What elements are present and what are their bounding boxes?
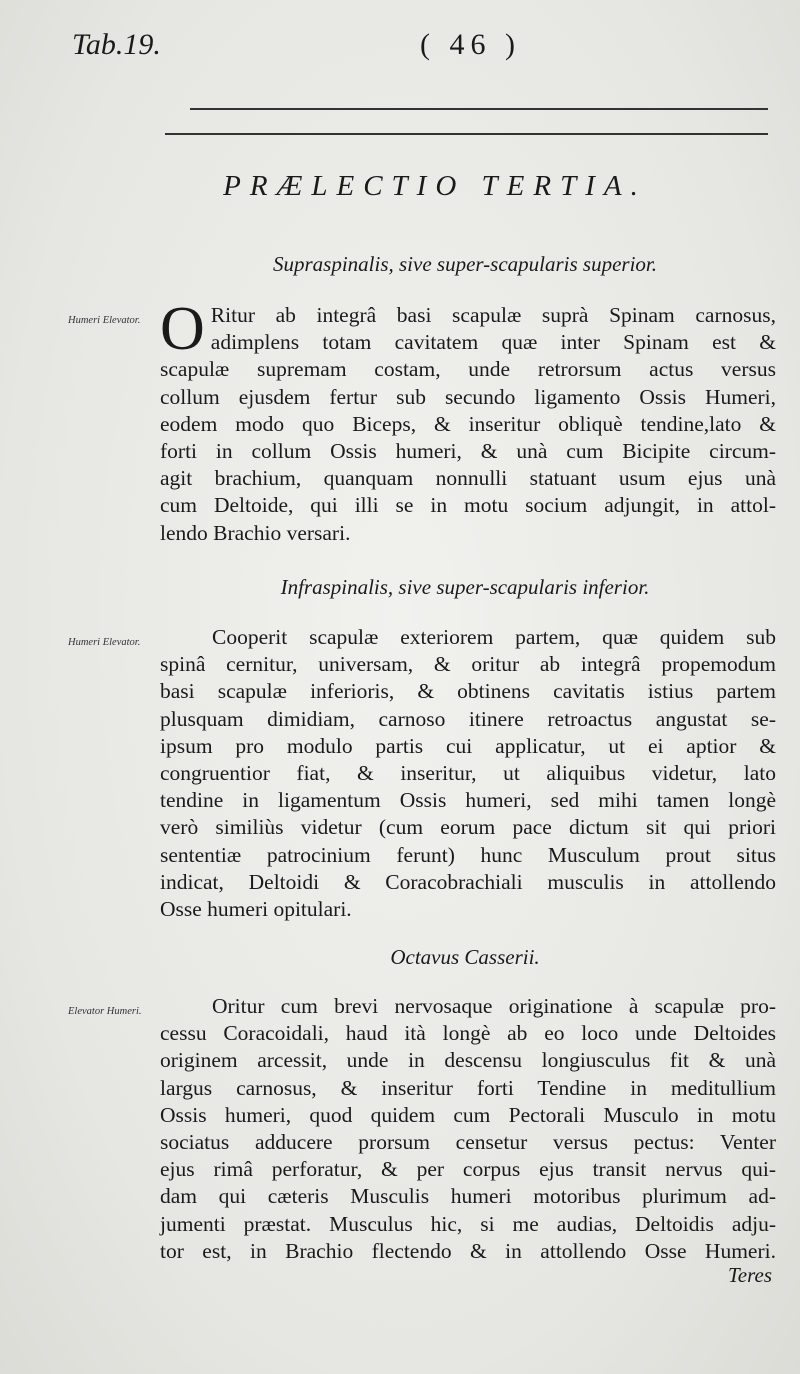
text-line: spinâ cernitur, universam, & oritur ab integrâ propemodum [160, 652, 776, 677]
text-line: Cooperit scapulæ exteriorem partem, quæ quidem sub [212, 625, 776, 649]
lecture-title: PRÆLECTIO TERTIA. [223, 170, 647, 202]
margin-note-1: Humeri Elevator. [68, 315, 141, 326]
text-line: cum Deltoide, qui illi se in motu socium adjungit, in attol- [160, 493, 776, 518]
text-line: Osse humeri opitulari. [160, 897, 352, 922]
text-line: tendine in ligamentum Ossis humeri, sed mihi tamen longè [160, 788, 776, 813]
text-line: originem arcessit, unde in descensu longiusculus fit & unà [160, 1048, 776, 1073]
text-line: agit brachium, quanquam nonnulli statuant usum ejus unà [160, 466, 776, 491]
drop-cap-letter: O [160, 295, 205, 363]
catchword: Teres [728, 1263, 772, 1287]
text-line: Ritur ab integrâ basi scapulæ suprà Spinam carnosus, [210, 303, 776, 327]
text-line: adimplens totam cavitatem quæ inter Spinam est & [210, 330, 776, 355]
margin-note-3: Elevator Humeri. [68, 1006, 142, 1017]
text-line: sententiæ patrocinium ferunt) hunc Musculum prout situs [160, 842, 776, 867]
text-line: plusquam dimidiam, carnoso itinere retroactus angustat se- [160, 706, 776, 731]
text-line: ejus rimâ perforatur, & per corpus ejus transit nervus qui- [160, 1157, 776, 1182]
text-line: dam qui cæteris Musculis humeri motoribus plurimum ad- [160, 1184, 776, 1209]
section-heading-octavus-casserii: Octavus Casserii. [390, 945, 540, 969]
text-line: collum ejusdem fertur sub secundo ligamento Ossis Humeri, [160, 384, 776, 409]
header-rule-top [190, 108, 768, 110]
text-line: lendo Brachio versari. [160, 520, 351, 545]
text-line: tor est, in Brachio flectendo & in attollendo Osse Humeri. [160, 1238, 776, 1263]
text-line: scapulæ supremam costam, unde retrorsum actus versus [160, 357, 776, 382]
text-line: largus carnosus, & inseritur forti Tendine in meditullium [160, 1075, 776, 1100]
section-heading-supraspinalis: Supraspinalis, sive super-scapularis superior. [272, 252, 657, 276]
page-header [0, 28, 800, 78]
text-line: congruentior fiat, & inseritur, ut aliquibus videtur, lato [160, 761, 776, 786]
text-line: forti in collum Ossis humeri, & unà cum Bicipite circum- [160, 439, 776, 464]
paragraph-infraspinalis [160, 624, 776, 923]
margin-note-2: Humeri Elevator. [68, 637, 141, 648]
text-line: cessu Coracoidali, haud ità longè ab eo loco unde Deltoides [160, 1021, 776, 1046]
text-line: verò similiùs videtur (cum eorum pace dictum sit qui priori [160, 815, 776, 840]
text-line: basi scapulæ inferioris, & obtinens cavitatis istius partem [160, 679, 776, 704]
text-line: Oritur cum brevi nervosaque originatione à scapulæ pro- [212, 994, 776, 1018]
header-rule-bottom [165, 133, 768, 135]
text-line: eodem modo quo Biceps, & inseritur obliquè tendine,lato & [160, 411, 776, 436]
paragraph-octavus-casserii [160, 993, 776, 1265]
page-number: ( 46 ) [420, 28, 521, 61]
section-heading-infraspinalis: Infraspinalis, sive super-scapularis inferior. [280, 575, 650, 599]
paragraph-supraspinalis [160, 295, 776, 547]
text-line: sociatus adducere prorsum censetur versus pectus: Venter [160, 1130, 776, 1155]
text-line: indicat, Deltoidi & Coracobrachiali musculis in attollendo [160, 869, 776, 894]
text-line: jumenti præstat. Musculus hic, si me audias, Deltoidis adju- [160, 1211, 776, 1236]
plate-reference: Tab.19. [72, 28, 161, 61]
text-line: Ossis humeri, quod quidem cum Pectorali Musculo in motu [160, 1102, 776, 1127]
text-line: ipsum pro modulo partis cui applicatur, ut ei aptior & [160, 733, 776, 758]
